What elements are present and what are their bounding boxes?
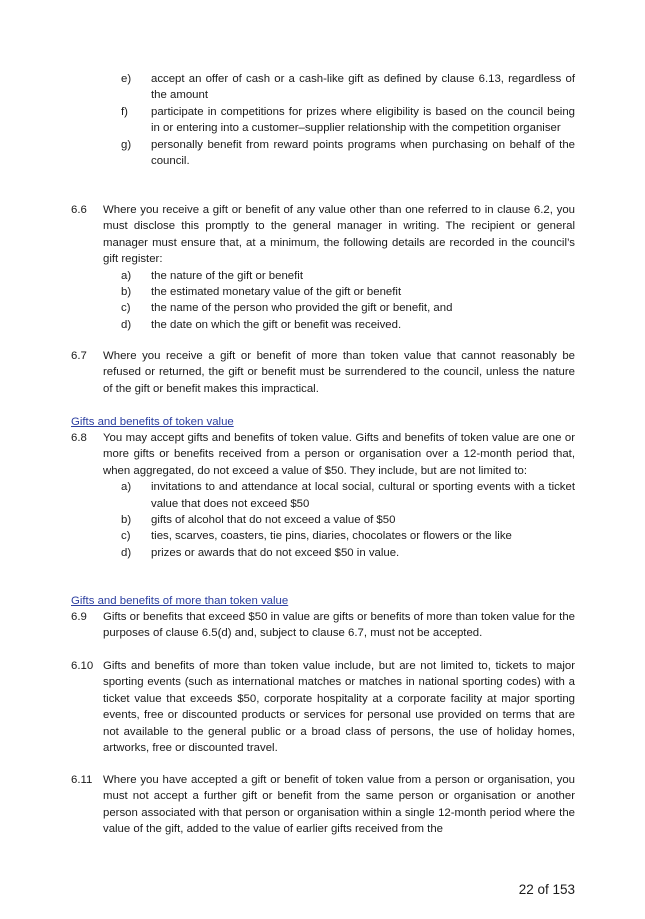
clause-6-8: [71, 430, 575, 561]
clause-6-11: [71, 772, 575, 838]
list-item: [121, 137, 575, 170]
clause-number: 6.6: [71, 204, 87, 216]
continued-list: [71, 71, 575, 169]
clause-number: 6.11: [71, 774, 93, 786]
item-text: accept an offer of cash or a cash-like gift as defined by clause 6.13, regardless of the amount: [151, 73, 575, 102]
list-item: [121, 512, 575, 528]
item-label: c): [121, 530, 131, 543]
item-text: ties, scarves, coasters, tie pins, diaries, chocolates or flowers or the like: [151, 530, 512, 543]
page-number: 22 of 153: [518, 882, 575, 897]
clause-text: Where you receive a gift or benefit of more than token value that cannot reasonably be refused or returned, the gift or benefit must be surrendered to the council, unless the nature of the gift or benefit makes this impractical.: [103, 350, 575, 395]
list-item: [121, 545, 575, 561]
section-heading-more-than-token-value: Gifts and benefits of more than token value: [71, 595, 289, 607]
item-label: a): [121, 269, 132, 282]
item-text: the name of the person who provided the gift or benefit, and: [151, 302, 453, 315]
item-label: g): [121, 138, 132, 151]
item-label: c): [121, 302, 131, 315]
list-item: [121, 317, 575, 333]
item-text: gifts of alcohol that do not exceed a value of $50: [151, 514, 396, 527]
clause-number: 6.7: [71, 350, 87, 362]
clause-text: Gifts or benefits that exceed $50 in value are gifts or benefits of more than token value for the purposes of clause 6.5(d) and, subject to clause 6.7, must not be accepted.: [103, 611, 575, 640]
clause-6-10: [71, 658, 575, 756]
clause-text: Where you have accepted a gift or benefit of token value from a person or organisation, you must not accept a further gift or benefit from the same person or organisation or another person associated with that person or organisation within a single 12-month period where the value of the gift, added to the value of earlier gifts received from the: [103, 774, 575, 836]
list-item: [121, 479, 575, 512]
list-item: [121, 300, 575, 316]
item-label: d): [121, 318, 132, 331]
clause-number: 6.10: [71, 660, 94, 672]
item-label: f): [121, 105, 128, 118]
item-text: the estimated monetary value of the gift or benefit: [151, 286, 402, 299]
item-label: d): [121, 546, 132, 559]
clause-text: You may accept gifts and benefits of token value. Gifts and benefits of token value are one or more gifts or benefits received from a person or organisation over a 12-month period that, when aggregated, do not exceed a value of $50. They include, but are not limited to:: [103, 432, 575, 477]
item-text: the nature of the gift or benefit: [151, 269, 303, 282]
item-label: b): [121, 286, 132, 299]
clause-number: 6.9: [71, 611, 87, 623]
item-label: a): [121, 481, 132, 494]
clause-6-7: [71, 348, 575, 397]
clause-6-9: [71, 609, 575, 642]
item-text: participate in competitions for prizes where eligibility is based on the council being in or entering into a customer–supplier relationship with the competition organiser: [151, 105, 575, 135]
item-label: b): [121, 514, 132, 527]
item-label: e): [121, 73, 132, 85]
list-item: [121, 104, 575, 137]
list-item: [121, 528, 575, 544]
section-heading-token-value: Gifts and benefits of token value: [71, 416, 234, 428]
item-text: invitations to and attendance at local social, cultural or sporting events with a ticket value that does not exceed $50: [151, 481, 575, 510]
list-item: [121, 71, 575, 104]
item-text: the date on which the gift or benefit was received.: [151, 318, 402, 331]
clause-text: Where you receive a gift or benefit of any value other than one referred to in clause 6.2, you must disclose this promptly to the general manager in writing. The recipient or general manager must ensure that, at a minimum, the following details are recorded in the council’s gift register:: [103, 204, 575, 266]
clause-text: Gifts and benefits of more than token value include, but are not limited to, tickets to major sporting events (such as international matches or matches in national sporting codes) with a ticket value that exceeds $50, corporate hospitality at a corporate facility at major sporting events, free or discounted products or services for personal use provided on terms that are not available to the general public or a broad class of persons, the use of holiday homes, artworks, free or discounted travel.: [103, 660, 575, 755]
item-text: personally benefit from reward points programs when purchasing on behalf of the council.: [151, 138, 575, 168]
list-item: [121, 268, 575, 284]
list-item: [121, 284, 575, 300]
item-text: prizes or awards that do not exceed $50 in value.: [151, 546, 400, 559]
clause-6-6: [71, 202, 575, 333]
clause-number: 6.8: [71, 432, 87, 444]
